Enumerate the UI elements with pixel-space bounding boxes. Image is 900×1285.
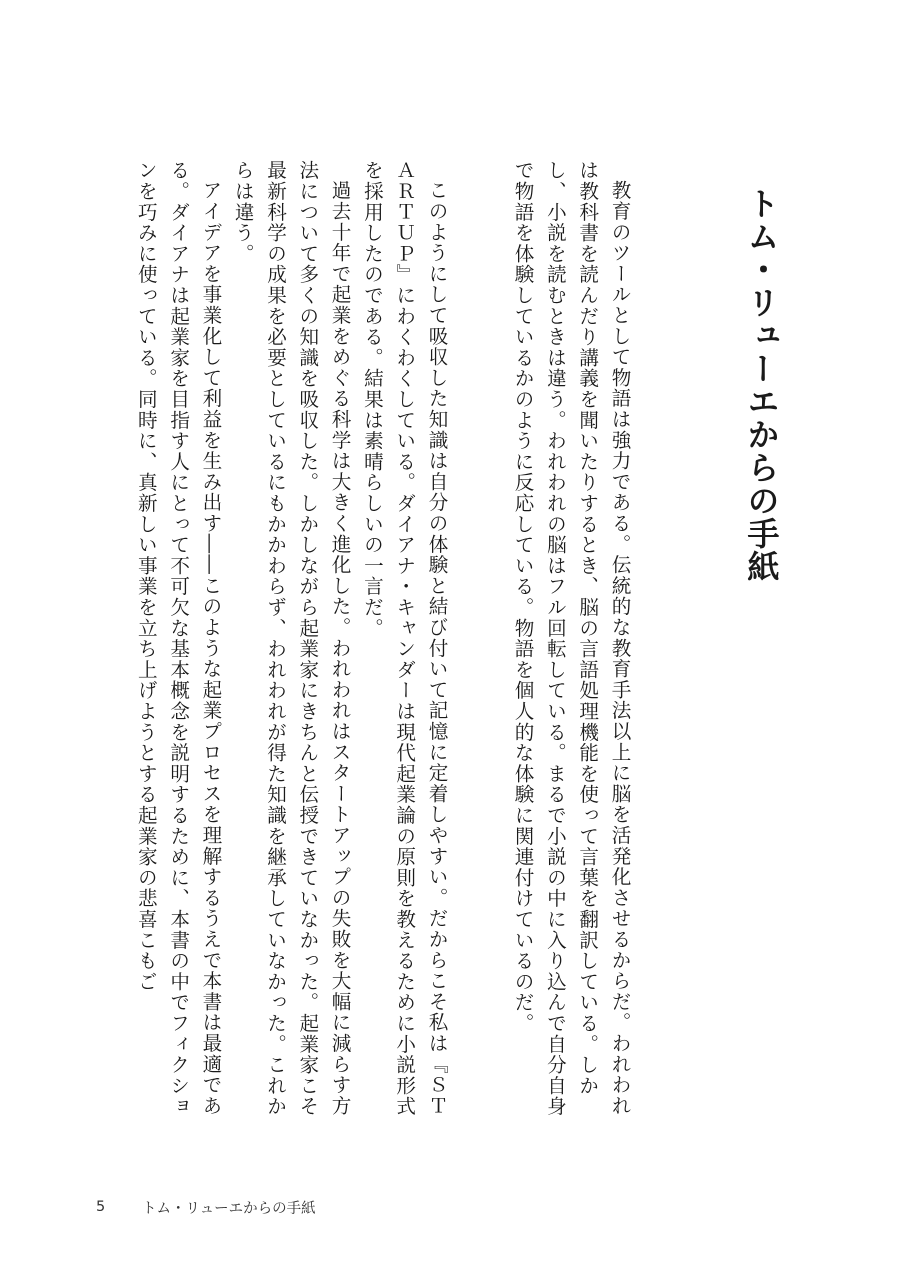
page-footer [96, 1195, 316, 1219]
page-number: 5 [96, 1199, 106, 1215]
paragraph-3: 過去十年で起業をめぐる科学は大きく進化した。われわれはスタートアップの失敗を大幅に減らす方法について多くの知識を吸収した。しかしながら起業家にきちんと伝授できていなかった。起業家こそ最新科学の成果を必要としているにもかかわらず、われわれが得た知識を継承していなかった。これからは違う。 [231, 160, 352, 1117]
body-text-column-1 [455, 160, 635, 1120]
chapter-title: トム・リューエからの手紙 [742, 187, 781, 583]
running-title: トム・リューエからの手紙 [142, 1200, 316, 1217]
body-text-column-2 [97, 160, 452, 1120]
paragraph-2: このようにして吸収した知識は自分の体験と結び付いて記憶に定着しやすい。だからこそ私は『ＳＴＡＲＴＵＰ』にわくわくしている。ダイアナ・キャンダーは現代起業論の原則を教えるために小説形式を採用したのである。結果は素晴らしいの一言だ。 [360, 160, 448, 1117]
paragraph-4: アイデアを事業化して利益を生み出す――このような起業プロセスを理解するうえで本書は最適である。ダイアナは起業家を目指す人にとって不可欠な基本概念を説明するために、本書の中でフィクションを巧みに使っている。同時に、真新しい事業を立ち上げようとする起業家の悲喜こもご [134, 160, 222, 1117]
paragraph-1: 教育のツールとして物語は強力である。伝統的な教育手法以上に脳を活発化させるからだ。われわれは教科書を読んだり講義を聞いたりするとき、脳の言語処理機能を使って言葉を翻訳している。しかし、小説を読むときは違う。われわれの脳はフル回転している。まるで小説の中に入り込んで自分自身で物語を体験しているかのように反応している。物語を個人的な体験に関連付けているのだ。 [511, 160, 631, 1117]
